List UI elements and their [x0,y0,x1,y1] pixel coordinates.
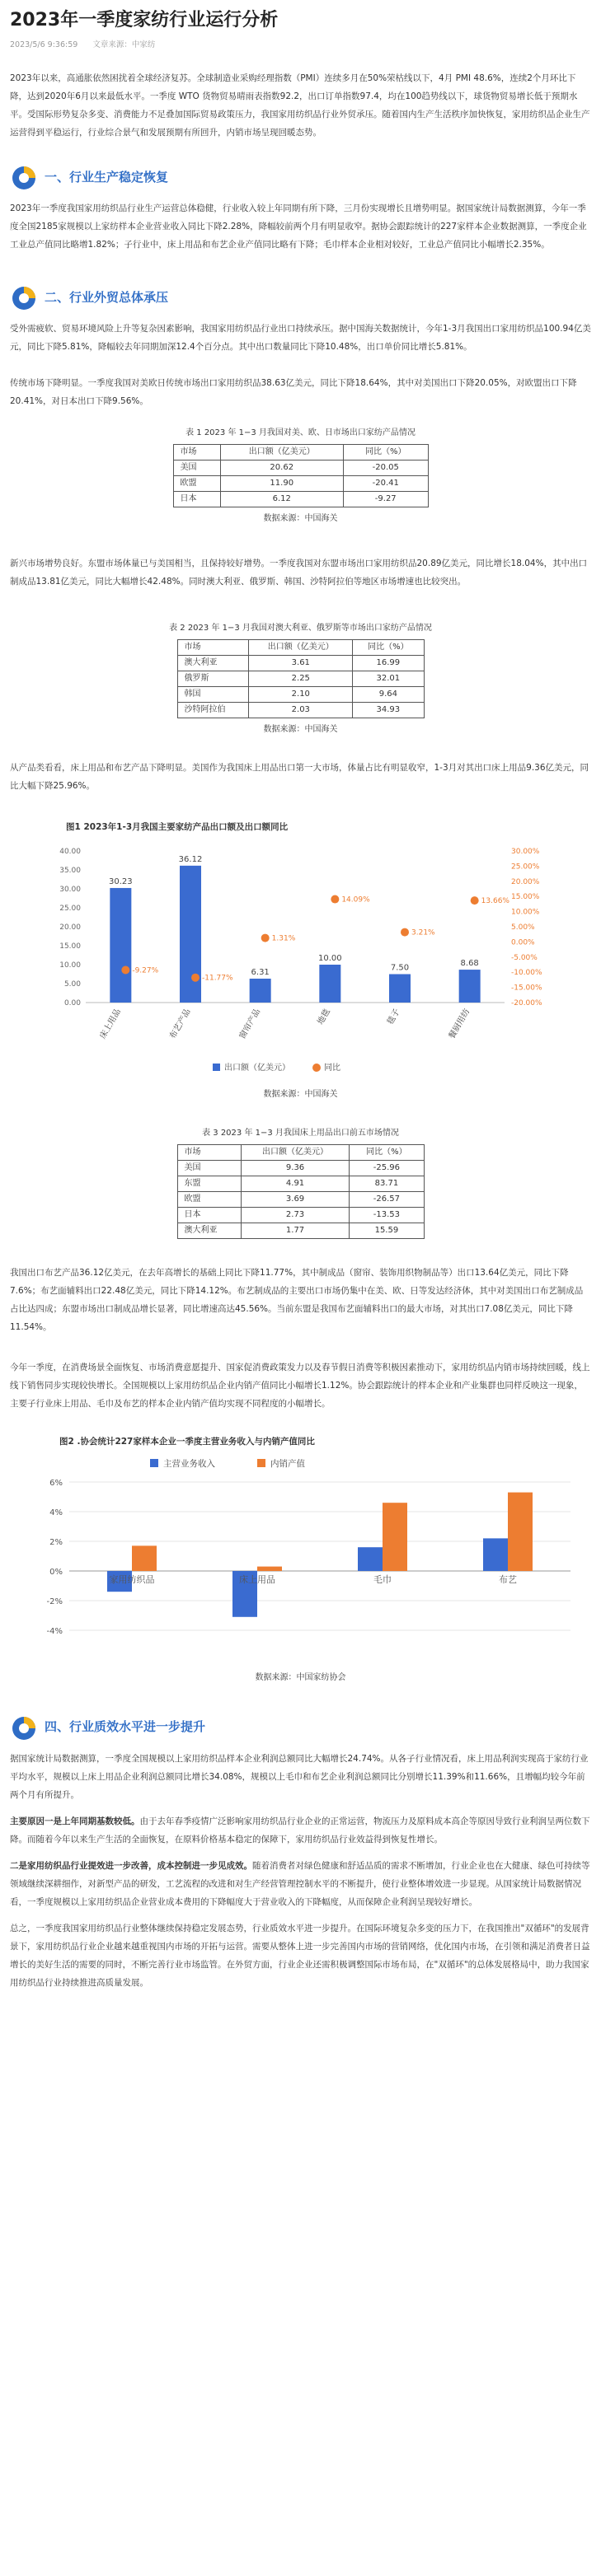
right-tick-label: 10.00% [511,908,540,917]
right-tick-label: 30.00% [511,848,540,857]
table-cell: -20.41 [343,476,428,492]
right-tick-label: 20.00% [511,878,540,887]
category-label: 布艺产品 [168,1007,193,1041]
right-tick-label: -15.00% [511,984,542,993]
table-header-cell: 同比（%） [343,445,428,461]
bar-value-label: 7.50 [390,963,410,973]
legend-dot-label: 同比 [324,1064,340,1073]
dot [261,934,270,942]
table-cell: 欧盟 [177,1192,241,1208]
section-1-title: 一、行业生产稳定恢复 [45,169,169,185]
article-meta [10,38,591,53]
dot-value-label: 13.66% [481,897,509,906]
table-cell: -25.96 [350,1161,424,1176]
category-label: 地毯 [316,1007,332,1027]
right-tick-label: -20.00% [511,999,542,1008]
category-label: 布艺 [499,1573,517,1585]
legend-dot-swatch [312,1064,321,1072]
table-row [177,671,424,687]
table-cell: 32.01 [353,671,424,687]
bar-series-b [132,1545,157,1571]
table-cell: 东盟 [177,1176,241,1192]
article-source: 文章来源：中家纺 [92,40,156,49]
table-cell: 美国 [173,461,220,476]
right-tick-label: 15.00% [511,893,540,902]
table-cell: 9.36 [241,1161,350,1176]
table-cell: 16.99 [353,656,424,671]
table-3-caption: 表 3 2023 年 1−3 月我国床上用品出口前五市场情况 [202,1129,399,1138]
table-header-cell: 出口额（亿美元） [249,640,353,656]
chart-2 [10,1434,591,1685]
table-header-cell: 同比（%） [353,640,424,656]
table-row [173,492,428,507]
article-title: 2023年一季度家纺行业运行分析 [10,10,279,30]
table-row [177,1176,424,1192]
y-tick-label: 6% [49,1478,63,1488]
table-2-caption: 表 2 2023 年 1−3 月我国对澳大利亚、俄罗斯等市场出口家纺产品情况 [169,624,432,633]
left-tick-label: 5.00 [63,980,81,989]
dot-value-label: 14.09% [341,895,370,905]
table-row [177,656,424,671]
bar-value-label: 36.12 [178,855,203,865]
table-cell: 1.77 [241,1223,350,1239]
section-3-paragraph: 今年一季度，在消费场景全面恢复、市场消费意愿提升、国家促消费政策发力以及春节假日消费等积极因素推动下，家用纺织品内销市场持续回暖，线上线下销售同步实现较快增长。全国规模以上家用纺织品企业内销产值同比小幅增长1.12%。协会跟踪统计的样本企业和产业集群也同样反映这一现象，主要子行业床上用品、毛巾及布艺的样本企业内销产值均实现不同程度的小幅增长。 [10,1362,590,1409]
table-header-cell: 出口额（亿美元） [220,445,343,461]
table-row [177,1161,424,1176]
table-cell: 俄罗斯 [177,671,249,687]
bar [319,965,340,1003]
y-tick-label: 0% [49,1567,63,1577]
dot [331,895,339,904]
article-date: 2023/5/6 9:36:59 [10,40,78,49]
dot-value-label: 1.31% [271,934,296,943]
table-cell: 沙特阿拉伯 [177,703,249,718]
section-4-paragraph-2-lead: 主要原因一是上年同期基数较低。 [10,1816,140,1826]
category-label: 毛巾 [373,1573,392,1585]
left-tick-label: 30.00 [59,886,81,895]
y-tick-label: 4% [49,1508,63,1517]
section-2-paragraph-3: 新兴市场增势良好。东盟市场体量已与美国相当，且保持较好增势。一季度我国对东盟市场出口家用纺织品20.89亿美元，同比增长18.04%，其中出口制成品13.81亿美元，同比大幅增长42.48%。同时澳大利亚、俄罗斯、韩国、沙特阿拉伯等地区市场增速也比较突出。 [10,559,588,587]
table-header-cell: 出口额（亿美元） [241,1145,350,1161]
bar [250,979,271,1003]
category-label: 床上用品 [98,1007,123,1041]
table-cell: 2.10 [249,687,353,703]
table-cell: 2.73 [241,1208,350,1223]
category-label: 家用纺织品 [109,1573,155,1585]
table-1 [173,444,429,507]
y-tick-label: -4% [46,1626,63,1636]
section-1-paragraph: 2023年一季度我国家用纺织品行业生产运营总体稳健，行业收入较上年同期有所下降，三月份实现增长且增势明显。据国家统计局数据测算，今年一季度全国2185家规模以上家纺样本企业营业收入同比下降2.28%，降幅较前两个月有明显收窄。据协会跟踪统计的227家样本企业数据测算，一季度企业工业总产值同比略增1.82%；子行业中，床上用品和布艺企业产值同比略有下降；毛巾样本企业相对较好，工业总产值同比小幅增长2.35%。 [10,203,587,250]
chart-2-plot [10,1456,591,1662]
table-3 [177,1144,425,1239]
table-row [177,1208,424,1223]
pie-chart-icon [10,163,38,191]
table-cell: -13.53 [350,1208,424,1223]
legend-b-swatch [257,1459,265,1467]
table-1-caption: 表 1 2023 年 1−3 月我国对美、欧、日市场出口家纺产品情况 [185,428,416,438]
section-4-paragraph-3 [10,1857,591,1911]
left-tick-label: 25.00 [59,905,81,914]
table-1-source: 数据来源：中国海关 [263,514,338,524]
left-tick-label: 35.00 [59,867,81,876]
table-header-row [177,1145,424,1161]
legend-b-label: 内销产值 [270,1458,305,1469]
legend-bar-swatch [213,1064,220,1071]
legend-a-label: 主营业务收入 [163,1458,215,1469]
section-4-title: 四、行业质效水平进一步提升 [45,1719,206,1735]
chart-2-source: 数据来源：中国家纺协会 [255,1672,346,1682]
bar [180,866,201,1003]
table-cell: -9.27 [343,492,428,507]
category-label: 窗帘产品 [237,1007,263,1041]
pie-chart-icon [10,1713,38,1741]
table-cell: 83.71 [350,1176,424,1192]
chart-1-title: 图1 2023年1-3月我国主要家纺产品出口额及出口额同比 [66,822,289,833]
table-row [173,476,428,492]
category-label: 床上用品 [239,1573,275,1585]
table-cell: 2.25 [249,671,353,687]
section-1-heading [10,163,591,191]
table-header-cell: 市场 [177,1145,241,1161]
chart-2-title: 图2 .协会统计227家样本企业一季度主营业务收入与内销产值同比 [59,1436,315,1447]
table-row [177,1223,424,1239]
right-tick-label: -5.00% [511,954,538,963]
pie-chart-icon [10,283,38,311]
section-2-paragraph-5: 我国出口布艺产品36.12亿美元，在去年高增长的基础上同比下降11.77%，其中制成品（窗帘、装饰用织物制品等）出口13.64亿美元，同比下降7.6%；布艺面辅料出口22.48亿美元，同比下降14.12%。布艺制成品的主要出口市场仍集中在美、欧、日等发达经济体，其中对美国出口布艺制成品占比达四成；东盟市场出口制成品增长显著，同比增速高达45.56%。当前东盟是我国布艺面辅料出口的最大市场，对其出口7.08亿美元，同比下降11.54%。 [10,1268,584,1333]
table-cell: 11.90 [220,476,343,492]
table-cell: 3.61 [249,656,353,671]
table-header-row [177,640,424,656]
bar [389,975,411,1003]
table-cell: 15.59 [350,1223,424,1239]
section-4-paragraph-3-lead: 二是家用纺织品行业提效进一步改善，成本控制进一步见成效。 [10,1860,252,1871]
section-4-paragraph-4: 总之，一季度我国家用纺织品行业整体继续保持稳定发展态势，行业质效水平进一步提升。在国际环境复杂多变的压力下，在我国推出"双循环"的发展背景下，家用纺织品行业企业越来越重视国内市场的开拓与运营。需要从整体上进一步完善国内市场的营销网络，优化国内市场，在引领和满足消费者日益增长的美好生活的需要的同时，不断完善行业市场监管。在外贸方面，行业企业还需积极调整国际市场布局，在"双循环"的总体发展格局中，助力我国家用纺织品行业持续推进高质量发展。 [10,1923,590,1989]
table-cell: 澳大利亚 [177,1223,241,1239]
section-2-paragraph-2: 传统市场下降明显。一季度我国对美欧日传统市场出口家用纺织品38.63亿美元，同比下降18.64%，其中对美国出口下降20.05%，对欧盟出口下降20.41%，对日本出口下降9.56%。 [10,378,577,407]
table-row [177,703,424,718]
table-cell: 韩国 [177,687,249,703]
category-label: 毯子 [386,1007,402,1027]
table-header-row [173,445,428,461]
right-tick-label: 25.00% [511,863,540,872]
bar-series-b [257,1566,282,1570]
chart-1-source: 数据来源：中国海关 [263,1090,338,1100]
section-2-heading [10,283,591,311]
table-cell: 2.03 [249,703,353,718]
dot [191,974,200,982]
table-header-cell: 市场 [177,640,249,656]
left-tick-label: 40.00 [59,848,81,857]
table-cell: 3.69 [241,1192,350,1208]
table-cell: 日本 [173,492,220,507]
bar-value-label: 6.31 [251,968,270,978]
bar-series-b [508,1492,533,1570]
right-tick-label: -10.00% [511,969,542,978]
table-row [173,461,428,476]
table-cell: -20.05 [343,461,428,476]
left-tick-label: 20.00 [59,923,81,933]
chart-1 [10,820,591,1102]
bar-value-label: 8.68 [460,959,479,969]
bar-series-a [483,1538,508,1571]
table-cell: 欧盟 [173,476,220,492]
right-tick-label: 0.00% [511,938,535,947]
left-tick-label: 15.00 [59,942,81,951]
table-cell: -26.57 [350,1192,424,1208]
bar-value-label: 30.23 [109,877,133,887]
left-tick-label: 10.00 [59,961,81,970]
section-2-paragraph-4: 从产品类看看，床上用品和布艺产品下降明显。美国作为我国床上用品出口第一大市场，体量占比有明显收窄，1-3月对其出口床上用品9.36亿美元，同比大幅下降25.96%。 [10,763,589,792]
table-cell: 澳大利亚 [177,656,249,671]
table-cell: 4.91 [241,1176,350,1192]
table-row [177,1192,424,1208]
bar-series-b [383,1503,407,1571]
legend-bar-label: 出口额（亿美元） [224,1064,290,1073]
table-2 [177,639,425,718]
intro-paragraph: 2023年以来，高通胀依然困扰着全球经济复苏。全球制造业采购经理指数（PMI）连续多月在50%荣枯线以下，4月 PMI 48.6%，连续2个月环比下降，达到2020年6月以来最低水平。一季度 WTO 货物贸易晴雨表指数92.2，出口订单指数97.4，均在100趋势线以下，球货物贸易增长低于预期水平。受国际形势复杂多变、消费能力不足叠加国际贸易政策压力，我国家用纺织品行业外贸承压。随着国内生产生活秩序加快恢复，家用纺织品企业生产运营得到平稳运行，行业综合景气和发展预期有所回升，内销市场呈现回暖态势。 [10,72,590,138]
bar-series-a [358,1547,383,1571]
dot [401,928,409,937]
table-cell: 日本 [177,1208,241,1223]
table-cell: 20.62 [220,461,343,476]
table-cell: 9.64 [353,687,424,703]
table-2-source: 数据来源：中国海关 [263,725,338,735]
dot-value-label: -11.77% [202,975,233,984]
dot [471,897,479,905]
left-tick-label: 0.00 [63,999,81,1008]
section-4-paragraph-2 [10,1812,591,1849]
dot [121,966,129,975]
section-4-paragraph-3-body: 随着消费者对绿色健康和舒适品质的需求不断增加，行业企业也在大健康、绿色可持续等领域继续深耕细作，对新型产品的研发，工艺流程的改进和对生产经营管理控制水平的不断提升，使行业整体增效进一步显现。从国家统计局数据情况看，一季度规模以上家用纺织品企业营业成本费用的下降幅度大于营业收入的下降幅度，从而保障企业利润呈现较好增长。 [10,1860,590,1907]
y-tick-label: 2% [49,1537,63,1547]
table-cell: 6.12 [220,492,343,507]
right-tick-label: 5.00% [511,923,535,933]
y-tick-label: -2% [46,1597,63,1606]
table-cell: 34.93 [353,703,424,718]
dot-value-label: 3.21% [411,928,435,937]
bar [459,970,481,1003]
section-2-paragraph-1: 受外需疲软、贸易环境风险上升等复杂因素影响，我国家用纺织品行业出口持续承压。据中国海关数据统计，今年1-3月我国出口家用纺织品100.94亿美元，同比下降5.81%，降幅较去年同期加深12.4个百分点。其中出口数量同比下降10.48%，出口单价同比增长5.81%。 [10,324,591,353]
bar [110,888,131,1003]
bar-value-label: 10.00 [318,954,342,964]
table-header-cell: 市场 [173,445,220,461]
table-header-cell: 同比（%） [350,1145,424,1161]
section-2-title: 二、行业外贸总体承压 [45,289,169,305]
table-cell: 美国 [177,1161,241,1176]
dot-value-label: -9.27% [132,966,159,975]
section-4-paragraph-1: 据国家统计局数据测算，一季度全国规模以上家用纺织品样本企业利润总额同比大幅增长24.74%。从各子行业情况看，床上用品利润实现高于家纺行业平均水平，规模以上床上用品企业利润总额同比增长34.08%，规模以上毛巾和布艺企业利润总额同比分别增长11.39%和11.66%，且增幅均较今年前两个月有所提升。 [10,1753,589,1800]
legend-a-swatch [150,1459,158,1467]
table-row [177,687,424,703]
category-label: 餐厨用纺 [447,1007,472,1041]
section-4-heading [10,1713,591,1741]
section-4-paragraph-2-body: 由于去年春季疫情广泛影响家用纺织品行业企业的正常运营，物流压力及原料成本高企等原因导致行业利润呈两位数下降。而随着今年以来生产生活的全面恢复，在原料价格基本稳定的保障下，家用纺织品行业效益得到恢复性增长。 [10,1816,590,1844]
chart-1-plot [10,841,591,1080]
